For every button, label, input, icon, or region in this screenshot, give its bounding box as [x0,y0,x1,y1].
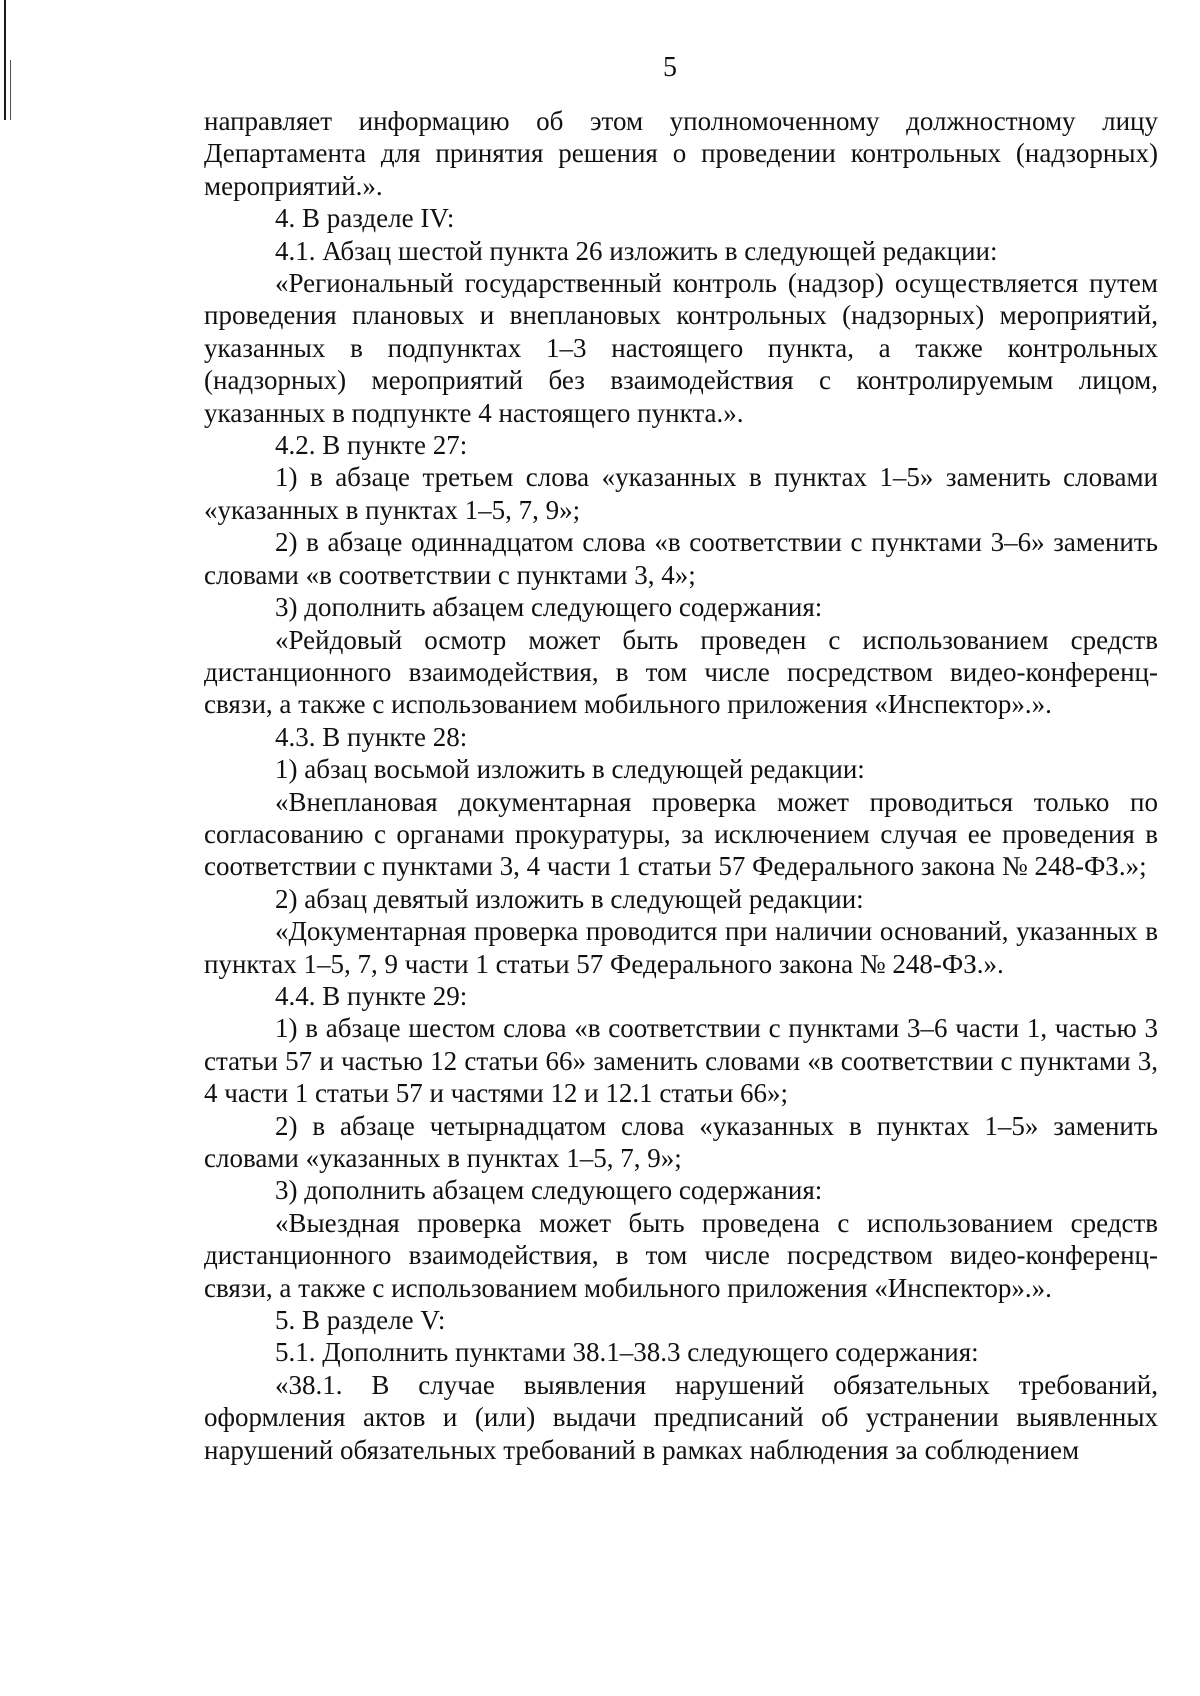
paragraph-section-5: 5. В разделе V: [275,1305,446,1336]
paragraph-4-2-item-2: 2) в абзаце одиннадцатом слова «в соответствии с пунктами 3–6» заменить словами «в соответствии с пунктами 3, 4»; [204,527,1158,590]
paragraph-4-2-item-3: 3) дополнить абзацем следующего содержания: [275,592,823,623]
paragraph-5-1: 5.1. Дополнить пунктами 38.1–38.3 следующего содержания: [275,1337,979,1368]
paragraph-4-3: 4.3. В пункте 28: [275,721,468,752]
document-body [204,105,1158,1466]
paragraph-quote-raid-inspection: «Рейдовый осмотр может быть проведен с использованием средств дистанционного взаимодействия, в том числе посредством видео-конференц-связи, а также с использованием мобильного приложения «Инспектор».». [204,624,1158,720]
paragraph-quote-38-1: «38.1. В случае выявления нарушений обязательных требований, оформления актов и (или) выдачи предписаний об устранении выявленных нарушений обязательных требований в рамках наблюдения за соблюдением [204,1369,1158,1465]
paragraph-4-2: 4.2. В пункте 27: [275,430,468,461]
paragraph-4-2-item-1: 1) в абзаце третьем слова «указанных в пунктах 1–5» заменить словами «указанных в пунктах 1–5, 7, 9»; [204,462,1158,525]
paragraph-4-1: 4.1. Абзац шестой пункта 26 изложить в следующей редакции: [275,235,998,266]
paragraph-quote-field-check: «Выездная проверка может быть проведена с использованием средств дистанционного взаимодействия, в том числе посредством видео-конференц-связи, а также с использованием мобильного приложения «Инспектор».». [204,1207,1158,1303]
paragraph-4-4-item-2: 2) в абзаце четырнадцатом слова «указанных в пунктах 1–5» заменить словами «указанных в пунктах 1–5, 7, 9»; [204,1110,1158,1173]
paragraph-4-4-item-1: 1) в абзаце шестом слова «в соответствии с пунктами 3–6 части 1, частью 3 статьи 57 и частью 12 статьи 66» заменить словами «в соответствии с пунктами 3, 4 части 1 статьи 57 и частями 12 и 12.1 статьи 66»; [204,1013,1158,1109]
paragraph-continuation: направляет информацию об этом уполномоченному должностному лицу Департамента для принятия решения о проведении контрольных (надзорных) мероприятий.». [204,106,1158,201]
paragraph-section-4: 4. В разделе IV: [275,203,455,234]
paragraph-4-3-item-2: 2) абзац девятый изложить в следующей редакции: [275,883,864,914]
paragraph-4-4: 4.4. В пункте 29: [275,980,468,1011]
paragraph-quote-regional-control: «Региональный государственный контроль (надзор) осуществляется путем проведения плановых и внеплановых контрольных (надзорных) мероприятий, указанных в подпунктах 1–3 настоящего пункта, а также контрольных (надзорных) мероприятий без взаимодействия с контролируемым лицом, указанных в подпункте 4 настоящего пункта.». [204,268,1158,428]
paragraph-quote-documentary-check: «Документарная проверка проводится при наличии оснований, указанных в пунктах 1–5, 7, 9 части 1 статьи 57 Федерального закона № 248-ФЗ.». [204,916,1158,979]
paragraph-4-3-item-1: 1) абзац восьмой изложить в следующей редакции: [275,754,865,785]
page-number: 5 [663,52,677,83]
paragraph-4-4-item-3: 3) дополнить абзацем следующего содержания: [275,1175,823,1206]
paragraph-quote-unscheduled-check: «Внеплановая документарная проверка может проводиться только по согласованию с органами прокуратуры, за исключением случая ее проведения в соответствии с пунктами 3, 4 части 1 статьи 57 Федерального закона № 248-ФЗ.»; [204,786,1158,882]
